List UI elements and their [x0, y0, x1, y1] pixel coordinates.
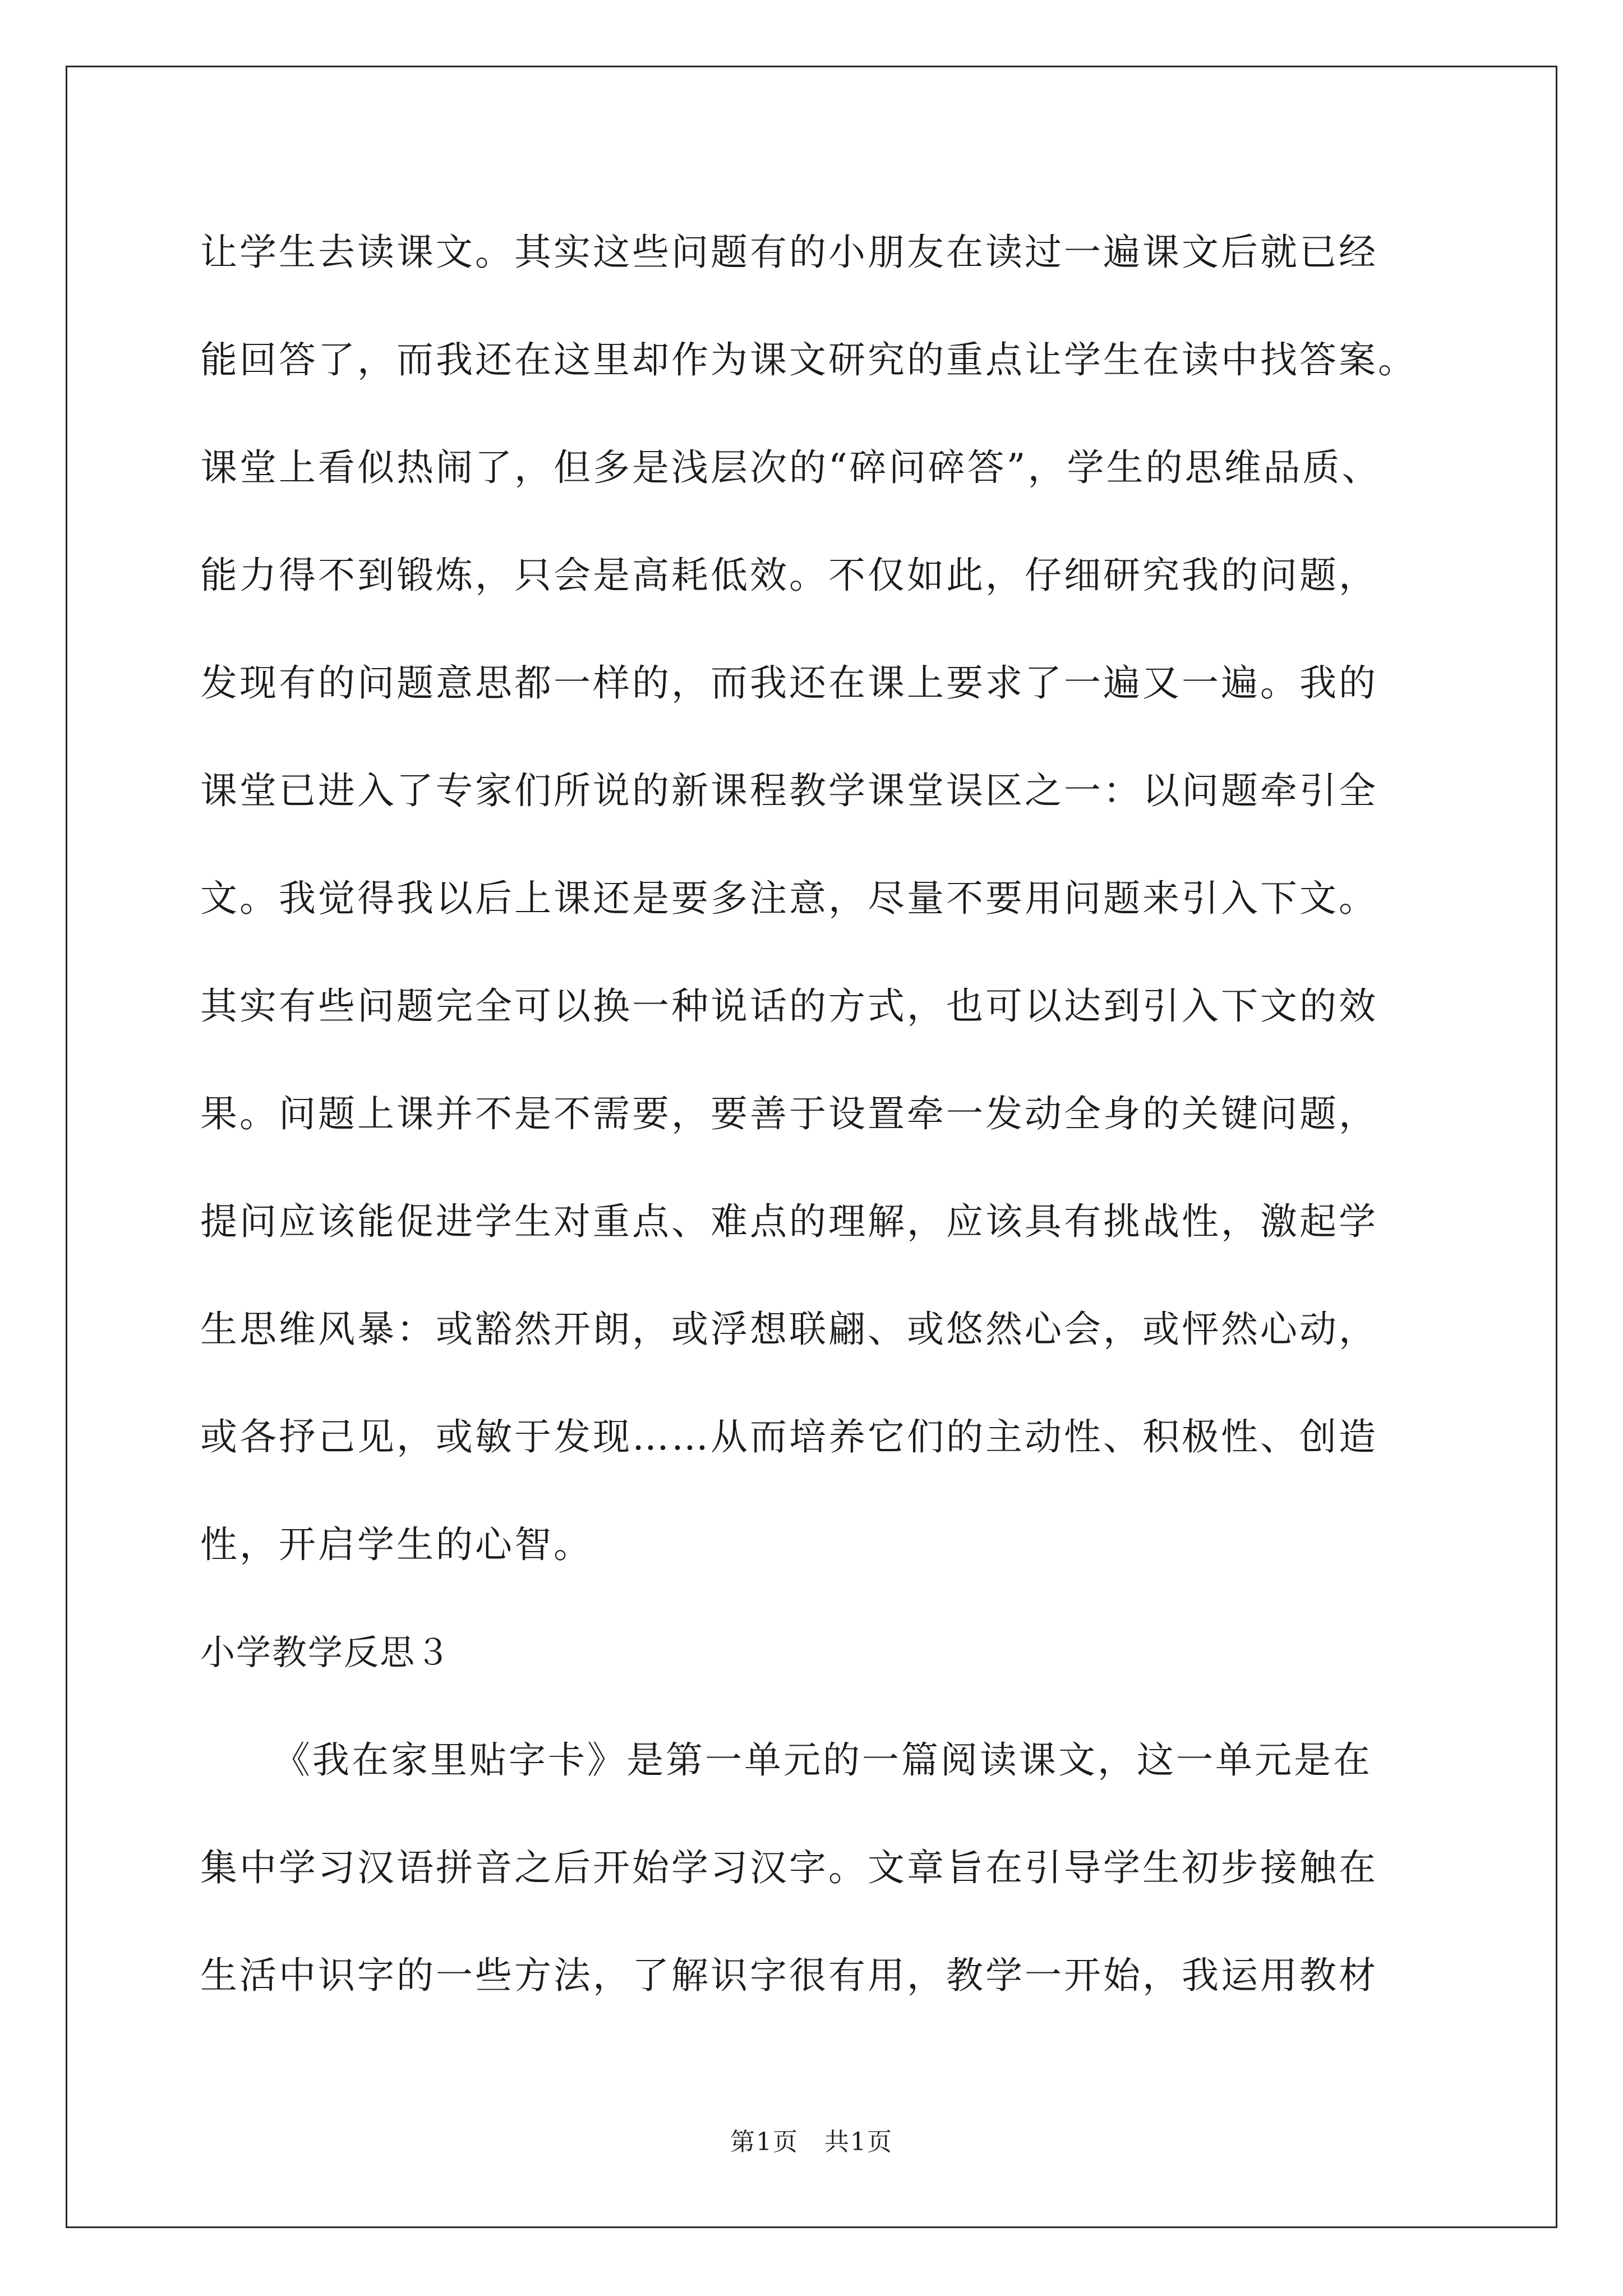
text-line: 果。问题上课并不是不需要，要善于设置牵一发动全身的关键问题， — [200, 1092, 1378, 1135]
text-line: 课堂上看似热闹了，但多是浅层次的“碎问碎答”，学生的思维品质、 — [200, 446, 1381, 489]
page-footer: 第1页 共1页 — [730, 2128, 893, 2156]
text-line: 文。我觉得我以后上课还是要多注意，尽量不要用问题来引入下文。 — [200, 877, 1378, 920]
text-line: 其实有些问题完全可以换一种说话的方式，也可以达到引入下文的效 — [200, 984, 1378, 1028]
document-body — [200, 210, 1462, 2041]
text-line: 能力得不到锻炼，只会是高耗低效。不仅如此，仔细研究我的问题， — [200, 554, 1378, 597]
text-line: 让学生去读课文。其实这些问题有的小朋友在读过一遍课文后就已经 — [200, 231, 1378, 274]
text-line: 集中学习汉语拼音之后开始学习汉字。文章旨在引导学生初步接触在 — [200, 1846, 1378, 1889]
text-line: 课堂已进入了专家们所说的新课程教学课堂误区之一：以问题牵引全 — [200, 769, 1378, 812]
text-line: 发现有的问题意思都一样的，而我还在课上要求了一遍又一遍。我的 — [200, 661, 1378, 705]
text-line: 性，开启学生的心智。 — [200, 1523, 593, 1566]
text-line: 生活中识字的一些方法，了解识字很有用，教学一开始，我运用教材 — [200, 1954, 1378, 1997]
section-heading: 小学教学反思３ — [200, 1632, 452, 1673]
text-line: 生思维风暴：或豁然开朗，或浮想联翩、或悠然心会，或怦然心动， — [200, 1308, 1378, 1351]
text-line: 或各抒己见，或敏于发现……从而培养它们的主动性、积极性、创造 — [200, 1415, 1378, 1458]
text-line: 《我在家里贴字卡》是第一单元的一篇阅读课文，这一单元是在 — [273, 1738, 1372, 1782]
text-line: 提问应该能促进学生对重点、难点的理解，应该具有挑战性，激起学 — [200, 1200, 1378, 1243]
text-line: 能回答了，而我还在这里却作为课文研究的重点让学生在读中找答案。 — [200, 338, 1417, 381]
